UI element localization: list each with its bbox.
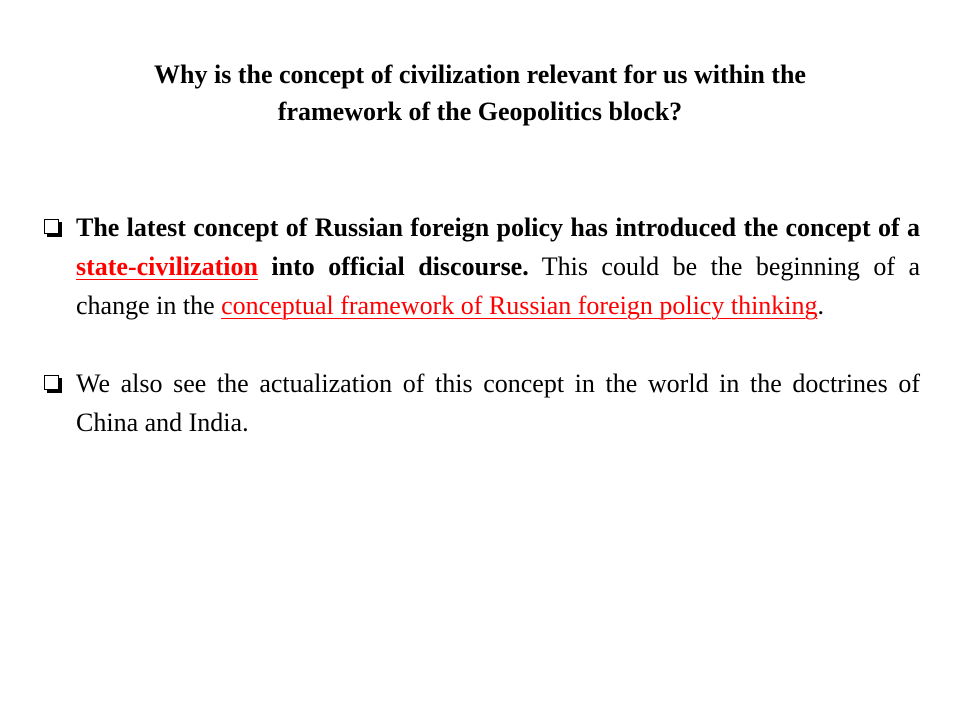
bullet-list xyxy=(44,208,920,442)
title-line-1: Why is the concept of civilization relevant for us within the xyxy=(154,60,806,89)
bullet-1-bold-end: into official discourse. xyxy=(271,252,529,281)
state-civilization-link[interactable]: state-civilization xyxy=(76,252,258,281)
bullet-1-bold-start: The latest concept of Russian foreign policy has introduced the concept of a xyxy=(76,213,920,242)
checkbox-icon xyxy=(44,375,59,390)
bullet-item-china-india xyxy=(44,364,920,442)
title-line-2: framework of the Geopolitics block? xyxy=(277,97,683,126)
bullet-1-plain: This could be the beginning of a change in the xyxy=(76,252,921,320)
bullet-item-foreign-policy xyxy=(44,208,920,325)
conceptual-framework-link[interactable]: conceptual framework of Russian foreign policy thinking xyxy=(221,291,818,320)
bullet-1-end: . xyxy=(817,291,825,320)
checkbox-icon xyxy=(44,219,59,234)
bullet-2-text: We also see the actualization of this concept in the world in the doctrines of China and India. xyxy=(76,369,920,437)
slide-title xyxy=(60,56,900,130)
